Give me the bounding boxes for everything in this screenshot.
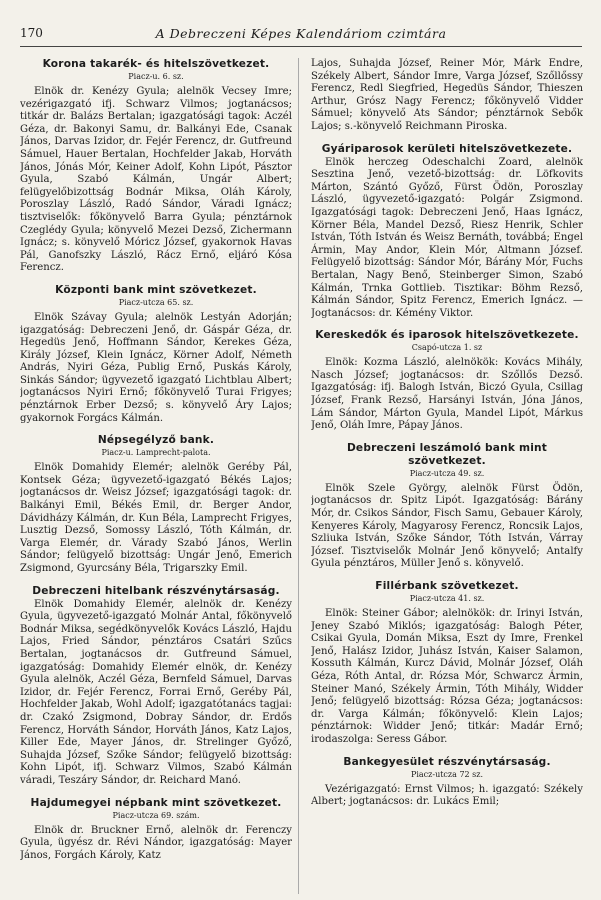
entry-text: Elnök: Steiner Gábor; alelnökök: dr. Irinyi István, Jeney Szabó Miklós; igazgatóság: Balogh Péter, Csikai Gyula, Domán Miksa, Eszt dy Imre, Frenkel Jenő, Halász Izidor, Juhász István, Kaiser Salamon, Kossuth Kálmán, Kurcz Dávid, Molnár József, Oláh Géza, Róth Antal, dr. Rózsa Mór, Schwarcz Ármin, Steiner Manó, Székely Ármin, Tóth Mihály, Widder Jenő; felügyelő bizottság: Rózsa Géza; jogtanácsos: dr. Varga Kálmán; főkönyvelő: Klein Lajos; pénztárnok: Widder Jenő; titkár: Madár Ernő; irodaszolga: Seress Gábor. [311, 608, 583, 745]
entry-address: Piacz-utcza 69. szám. [112, 810, 200, 820]
entry-title: Népsegélyző bank. [97, 434, 215, 447]
column-divider [298, 58, 299, 894]
running-title: A Debreczeni Képes Kalendáriom czimtára [155, 26, 447, 41]
entry-address: Piacz-utcza 41. sz. [409, 594, 485, 603]
entry-fillerbank [311, 580, 583, 747]
entry-text: Elnök dr. Bruckner Ernő, alelnök dr. Ferenczy Gyula, ügyész dr. Révi Nándor, igazgatóság: Mayer János, Forgách Károly, Katz [20, 824, 292, 861]
entry-hajdumegyei-nepbank [20, 797, 292, 863]
entry-address: Piacz-utcza 65. sz. [118, 297, 194, 307]
entry-nepsegelyzo-bank [20, 434, 292, 575]
entry-title: Központi bank mint szövetkezet. [55, 283, 257, 296]
entry-korona [20, 58, 292, 275]
entry-text: Vezérigazgató: Ernst Vilmos; h. igazgató: Székely Albert; jogtanácsos: dr. Lukács Emil; [311, 783, 583, 808]
entry-kereskedok [311, 329, 583, 433]
entry-title: Fillérbank szövetkezet. [375, 580, 519, 592]
entry-title: Hajdumegyei népbank mint szövetkezet. [30, 796, 282, 809]
entry-bankegyesulet [311, 756, 583, 809]
entry-text: Elnök: Kozma László, alelnökök: Kovács Mihály, Nasch József; jogtanácsos: dr. Szőllős Dezső. Igazgatóság: ifj. Balogh István, Biczó Gyula, Csillag József, Frank Rezső, Harsányi István, Jóna János, Lám Sándor, Márton Gyula, Mandel Lipót, Márkus Jenő, Oláh Imre, Pápay János. [311, 357, 583, 432]
entry-title: Debreczeni hitelbank részvénytársaság. [32, 584, 280, 597]
entry-address: Piacz-utcza 49. sz. [409, 468, 485, 478]
entry-continuation [311, 58, 583, 134]
entry-leszamolo-bank [311, 442, 583, 571]
entry-text: Elnök Szávay Gyula; alelnök Lestyán Adorján; igazgatóság: Debreczeni Jenő, dr. Gáspár Géza, dr. Hegedüs Jenő, Hoffmann Sándor, Kerekes Géza, Király József, Klein Ignácz, Körner Adolf, Németh András, Nyiri Géza, Publig Ernő, Puskás Károly, Sinkás Sándor; ügyvezető igazgató Lichtblau Albert; jogtanácsos Nyiri Ernő; főkönyvelő Turai Frigyes; pénztárnok Erber Dezső; s. könyvelő Áry Lajos; gyakornok Forgács Kálmán. [20, 311, 292, 424]
page-number: 170 [20, 26, 43, 40]
entry-text: Lajos, Suhajda József, Reiner Mór, Márk Endre, Székely Albert, Sándor Imre, Varga József, Szőllőssy Ferencz, Redl Siegfried, Hegedüs Sándor, Thieszen Arthur, Grósz Nagy Ferencz; főkönyvelő Vidder Sámuel; könyvelő Ats Sándor; pénztárnok Sebők Lajos; s.-könyvelő Reichmann Piroska. [311, 58, 583, 132]
entry-title: Kereskedők és iparosok hitelszövetkezete. [315, 329, 579, 342]
entry-gyariparosok [311, 143, 583, 321]
right-column [311, 58, 583, 898]
entry-title: Debreczeni leszámoló bank mint szövetkezet. [346, 441, 548, 467]
entry-text: Elnök Domahidy Elemér, alelnök dr. Kenézy Gyula, ügyvezető-igazgató Molnár Antal, főkönyvelő Bodnár Miksa, segédkönyvelők Kovács László, Hajdu Lajos, Fried Sándor, pénztáros Csatári Szűcs Bertalan, jogtanácsos dr. Gutfreund Sámuel, igazgatóság: Domahidy Elemér elnök, dr. Kenézy Gyula alelnök, Aczél Géza, Bernfeld Sámuel, Darvas Izidor, dr. Fejér Ferencz, Forrai Ernő, Geréby Pál, Hochfelder Jakab, Wohl Adolf; igazgatótanács tagjai: dr. Czakó Zsigmond, Dobray Sándor, dr. Erdős Ferencz, Horváth Sándor, Horváth János, Katz Lajos, Killer Ede, Mayer János, dr. Strelinger Győző, Suhajda József, Szőke Sándor; felügyelő bizottság: Kohn Lipót, ifj. Schwarz Vilmos, Szabó Kálmán váradi, Teszáry Sándor, dr. Reichard Manó. [20, 598, 292, 786]
entry-title: Korona takarék- és hitelszövetkezet. [42, 58, 270, 70]
entry-text: Elnök herczeg Odeschalchi Zoard, alelnök Sesztina Jenő, vezető-bizottság: dr. Löfkovits Márton, Szántó Győző, Fürst Ödön, Poroszlay László, ügyvezető-igazgató: Polgár Zsigmond. Igazgatósági tagok: Debreczeni Jenő, Haas Ignácz, Körner Béla, Mandel Dezső, Riesz Henrik, Schler István, Tóth István és Weisz Bernáth, továbbá; Engel Ármin, May Andor, Klein Mór, Altmann József. Felügyelő bizottság: Sándor Mór, Bárány Mór, Fuchs Bertalan, Nagy Benő, Steinberger Simon, Szabó Kálmán, Trnka Gottlieb. Tisztikar: Böhm Rezső, Kálmán Sándor, Spitz Ferencz, Emerich Ignácz. — Jogtanácsos: dr. Kémény Viktor. [311, 156, 583, 319]
entry-text: Elnök Domahidy Elemér; alelnök Geréby Pál, Kontsek Géza; ügyvezető-igazgató Békés Lajos; jogtanácsos dr. Weisz József; igazgatósági tagok: dr. Balkányi Emil, Békés Emil, dr. Berger Andor, Dávidházy Kálmán, dr. Kun Béla, Lamprecht Frigyes, Lusztig Dezső, Somossy László, Tóth Kálmán, dr. Varga Elemér, dr. Várady Szabó János, Werlin Sándor; felügyelő bizottság: Ungár Jenő, Emerich Zsigmond, Gyurcsány Béla, Trigarszky Emil. [20, 462, 292, 574]
entry-address: Piacz-utcza 72 sz. [410, 769, 484, 779]
entry-debreczeni-hitelbank [20, 585, 292, 788]
entry-address: Piacz-u. 6. sz. [128, 72, 184, 81]
left-column [20, 58, 292, 898]
entry-text: Elnök dr. Kenézy Gyula; alelnök Vecsey Imre; vezérigazgató ifj. Schwarz Vilmos; jogtanácsos; titkár dr. Balázs Bertalan; igazgatósági tagok: Aczél Géza, dr. Bakonyi Samu, dr. Balkányi Ede, Csanak János, Darvas Izidor, dr. Fejér Ferencz, dr. Gutfreund Sámuel, Hauer Bertalan, Hochfelder Jakab, Horváth János, Jónás Mór, Keiner Adolf, Kohn Lipót, Pásztor Gyula, Szabó Kálmán, Ungár Albert; felügyelőbizottság Bodnár Miksa, Oláh Károly, Poroszlay László, Radó Sándor, Váradi Ignácz; tisztviselők: főkönyvelő Barra Gyula; pénztárnok Czeglédy Gyula; könyvelő Mezei Dezső, Zichermann Ignácz; s. könyvelő Móricz József, gyakornok Havas Pál, Ganofszky László, Rácz Ernő, eljáró Kósa Ferencz. [20, 86, 292, 274]
entry-address: Csapó-utcza 1. sz [411, 343, 483, 353]
page-header [20, 26, 582, 47]
entry-title: Bankegyesület részvénytársaság. [343, 755, 551, 768]
entry-text: Elnök Szele György, alelnök Fürst Ödön, jogtanácsos dr. Spitz Lipót. Igazgatóság: Bárány Mór, dr. Csikos Sándor, Fisch Samu, Gebauer Károly, Kenyeres Károly, Magyarosy Ferencz, Roncsik Lajos, Szliuka István, Szőke Sándor, Tóth István, Várray József. Tisztviselők Molnár Jenő könyvelő; Antalfy Gyula pénztáros, Müller Jenő s. könyvelő. [311, 482, 583, 570]
entry-title: Gyáriparosok kerületi hitelszövetkezete. [321, 142, 573, 155]
entry-kozponti-bank [20, 284, 292, 425]
entry-address: Piacz-u. Lamprecht-palota. [101, 448, 211, 458]
